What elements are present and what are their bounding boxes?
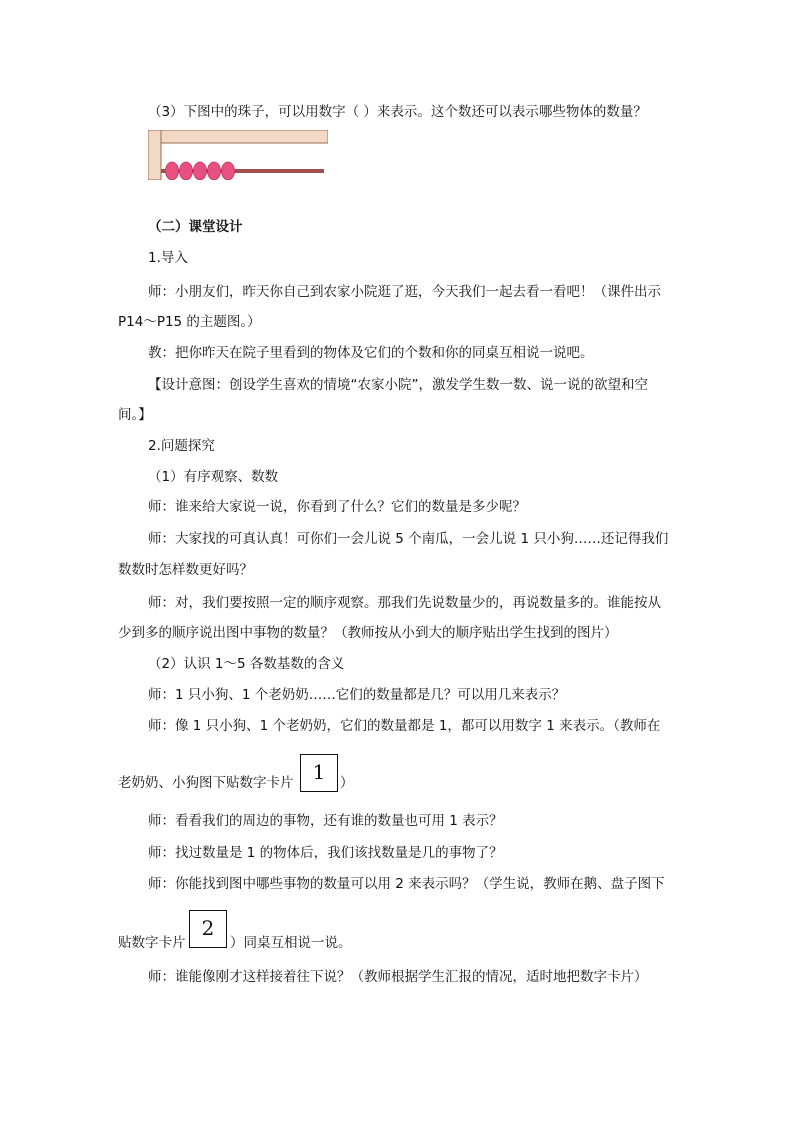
paragraph-line: ）同桌互相说一说。 [230, 935, 352, 951]
subheading-intro: 1.导入 [148, 250, 188, 266]
paragraph-line: 师：像 1 只小狗、1 个老奶奶，它们的数量都是 1，都可以用数字 1 来表示。（教师在 [148, 718, 661, 734]
abacus-frame-top [148, 130, 328, 143]
section-heading: （二）课堂设计 [148, 219, 243, 235]
abacus-bead [180, 162, 193, 180]
design-intent: 【设计意图：创设学生喜欢的情境“农家小院”，激发学生数一数、说一说的欲望和空 [148, 377, 648, 393]
paragraph-line: 数数时怎样数更好吗？ [118, 562, 253, 578]
subheading-explore: 2.问题探究 [148, 438, 215, 454]
paragraph-line: 贴数字卡片 [118, 935, 186, 951]
number-card-2: 2 [189, 910, 227, 948]
paragraph-line: P14～P15 的主题图。） [118, 314, 261, 330]
subheading-observe: （1）有序观察、数数 [148, 469, 279, 485]
question-3: （3）下图中的珠子，可以用数字（ ）来表示。这个数还可以表示哪些物体的数量？ [148, 104, 647, 120]
paragraph-line: 师：谁能像刚才这样接着往下说？（教师根据学生汇报的情况，适时地把数字卡片） [148, 969, 648, 985]
abacus-bead [166, 162, 179, 180]
paragraph-line: 师：小朋友们，昨天你自己到农家小院逛了逛，今天我们一起去看一看吧！（课件出示 [148, 284, 661, 300]
paragraph-line: 师：找过数量是 1 的物体后，我们该找数量是几的事物了？ [148, 845, 503, 861]
paragraph-line: ） [340, 775, 354, 791]
paragraph-line: 师：1 只小狗、1 个老奶奶……它们的数量都是几？可以用几来表示？ [148, 687, 566, 703]
number-card-1: 1 [300, 754, 338, 792]
paragraph-line: 教：把你昨天在院子里看到的物体及它们的个数和你的同桌互相说一说吧。 [148, 345, 594, 361]
paragraph-line: 老奶奶、小狗图下贴数字卡片 [118, 775, 294, 791]
abacus-frame-left [148, 130, 161, 180]
paragraph-line: 师：大家找的可真认真！可你们一会儿说 5 个南瓜，一会儿说 1 只小狗……还记得我们 [148, 531, 669, 547]
paragraph-line: 师：谁来给大家说一说，你看到了什么？它们的数量是多少呢？ [148, 499, 526, 515]
design-intent-cont: 间。】 [118, 407, 152, 423]
paragraph-line: 师：看看我们的周边的事物，还有谁的数量也可用 1 表示？ [148, 813, 503, 829]
abacus-bead [208, 162, 221, 180]
subheading-numbers: （2）认识 1～5 各数基数的含义 [148, 656, 345, 672]
paragraph-line: 少到多的顺序说出图中事物的数量？（教师按从小到大的顺序贴出学生找到的图片） [118, 625, 618, 641]
abacus-bead [194, 162, 207, 180]
paragraph-line: 师：你能找到图中哪些事物的数量可以用 2 来表示吗？（学生说，教师在鹅、盘子图下 [148, 876, 665, 892]
abacus-bead [222, 162, 235, 180]
abacus-image [148, 130, 328, 180]
paragraph-line: 师：对，我们要按照一定的顺序观察。那我们先说数量少的，再说数量多的。谁能按从 [148, 595, 661, 611]
